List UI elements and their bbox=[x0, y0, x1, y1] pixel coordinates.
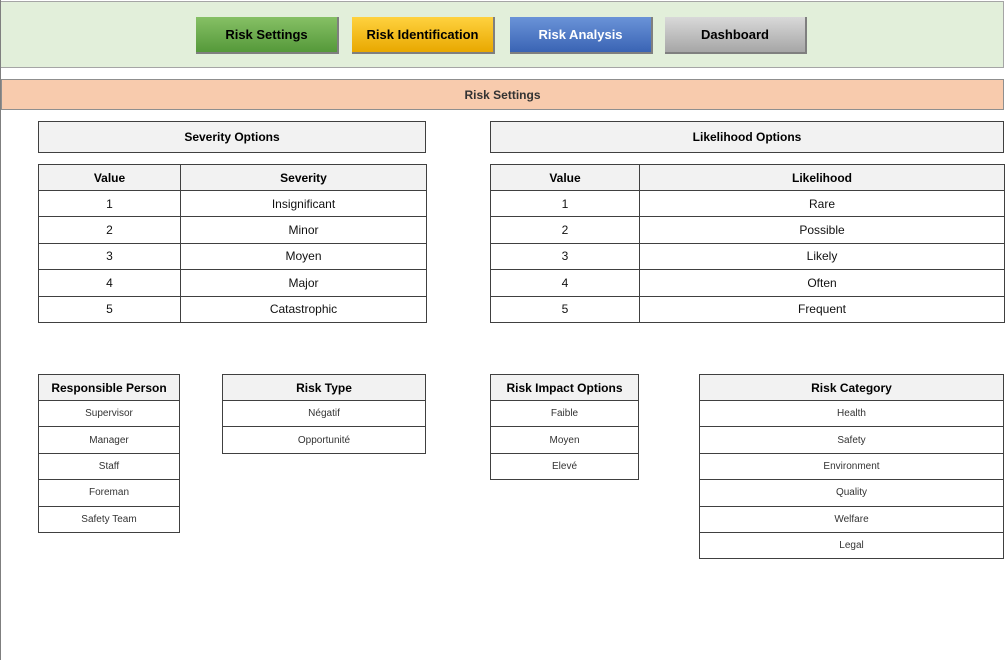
risk-impact-cell[interactable]: Moyen bbox=[491, 427, 639, 453]
likelihood-options-title: Likelihood Options bbox=[490, 121, 1004, 153]
list-item[interactable] bbox=[700, 427, 1004, 453]
list-item[interactable] bbox=[491, 427, 639, 453]
table-row[interactable] bbox=[39, 296, 427, 322]
table-row[interactable] bbox=[39, 243, 427, 269]
severity-options-title: Severity Options bbox=[38, 121, 426, 153]
cell-value[interactable]: 2 bbox=[491, 217, 640, 243]
table-header-row bbox=[491, 165, 1005, 191]
cell-value[interactable]: 1 bbox=[39, 191, 181, 217]
risk-identification-button[interactable]: Risk Identification bbox=[352, 17, 495, 54]
risk-category-header: Risk Category bbox=[700, 375, 1004, 401]
list-item[interactable] bbox=[39, 506, 180, 532]
table-row[interactable] bbox=[491, 217, 1005, 243]
risk-category-cell[interactable]: Legal bbox=[700, 532, 1004, 558]
list-item[interactable] bbox=[700, 506, 1004, 532]
risk-type-table bbox=[222, 374, 426, 454]
risk-analysis-button[interactable]: Risk Analysis bbox=[510, 17, 653, 54]
nav-bar bbox=[1, 1, 1004, 68]
responsible-person-cell[interactable]: Staff bbox=[39, 453, 180, 479]
cell-severity[interactable]: Major bbox=[181, 270, 427, 296]
list-item[interactable] bbox=[223, 401, 426, 427]
table-row[interactable] bbox=[39, 270, 427, 296]
list-item[interactable] bbox=[700, 401, 1004, 427]
column-header: Severity bbox=[181, 165, 427, 191]
list-item[interactable] bbox=[223, 427, 426, 453]
risk-impact-cell[interactable]: Elevé bbox=[491, 453, 639, 479]
table-header-row bbox=[39, 165, 427, 191]
cell-likelihood[interactable]: Possible bbox=[640, 217, 1005, 243]
responsible-person-cell[interactable]: Manager bbox=[39, 427, 180, 453]
list-item[interactable] bbox=[700, 480, 1004, 506]
table-row[interactable] bbox=[39, 191, 427, 217]
list-item[interactable] bbox=[39, 480, 180, 506]
cell-likelihood[interactable]: Frequent bbox=[640, 296, 1005, 322]
cell-severity[interactable]: Minor bbox=[181, 217, 427, 243]
cell-value[interactable]: 3 bbox=[39, 243, 181, 269]
risk-impact-cell[interactable]: Faible bbox=[491, 401, 639, 427]
likelihood-table bbox=[490, 164, 1005, 323]
risk-category-cell[interactable]: Safety bbox=[700, 427, 1004, 453]
cell-severity[interactable]: Moyen bbox=[181, 243, 427, 269]
risk-category-cell[interactable]: Health bbox=[700, 401, 1004, 427]
column-header: Value bbox=[491, 165, 640, 191]
responsible-person-cell[interactable]: Supervisor bbox=[39, 401, 180, 427]
cell-value[interactable]: 3 bbox=[491, 243, 640, 269]
list-item[interactable] bbox=[700, 453, 1004, 479]
table-row[interactable] bbox=[491, 243, 1005, 269]
risk-settings-button[interactable]: Risk Settings bbox=[196, 17, 339, 54]
risk-category-cell[interactable]: Quality bbox=[700, 480, 1004, 506]
severity-table bbox=[38, 164, 427, 323]
cell-value[interactable]: 4 bbox=[39, 270, 181, 296]
risk-category-table bbox=[699, 374, 1004, 559]
risk-impact-header: Risk Impact Options bbox=[491, 375, 639, 401]
cell-value[interactable]: 2 bbox=[39, 217, 181, 243]
cell-severity[interactable]: Catastrophic bbox=[181, 296, 427, 322]
table-row[interactable] bbox=[39, 217, 427, 243]
dashboard-button[interactable]: Dashboard bbox=[665, 17, 807, 54]
table-row[interactable] bbox=[491, 191, 1005, 217]
cell-likelihood[interactable]: Rare bbox=[640, 191, 1005, 217]
table-row[interactable] bbox=[491, 270, 1005, 296]
risk-type-cell[interactable]: Négatif bbox=[223, 401, 426, 427]
cell-value[interactable]: 4 bbox=[491, 270, 640, 296]
cell-value[interactable]: 1 bbox=[491, 191, 640, 217]
responsible-person-cell[interactable]: Foreman bbox=[39, 480, 180, 506]
list-item[interactable] bbox=[39, 427, 180, 453]
risk-impact-table bbox=[490, 374, 639, 480]
list-item[interactable] bbox=[700, 532, 1004, 558]
risk-type-header: Risk Type bbox=[223, 375, 426, 401]
page-title: Risk Settings bbox=[1, 79, 1004, 110]
risk-type-cell[interactable]: Opportunité bbox=[223, 427, 426, 453]
table-row[interactable] bbox=[491, 296, 1005, 322]
cell-severity[interactable]: Insignificant bbox=[181, 191, 427, 217]
list-item[interactable] bbox=[39, 453, 180, 479]
cell-likelihood[interactable]: Likely bbox=[640, 243, 1005, 269]
responsible-person-cell[interactable]: Safety Team bbox=[39, 506, 180, 532]
risk-category-cell[interactable]: Environment bbox=[700, 453, 1004, 479]
cell-value[interactable]: 5 bbox=[39, 296, 181, 322]
cell-value[interactable]: 5 bbox=[491, 296, 640, 322]
cell-likelihood[interactable]: Often bbox=[640, 270, 1005, 296]
column-header: Value bbox=[39, 165, 181, 191]
responsible-person-header: Responsible Person bbox=[39, 375, 180, 401]
list-item[interactable] bbox=[491, 453, 639, 479]
responsible-person-table bbox=[38, 374, 180, 533]
list-item[interactable] bbox=[39, 401, 180, 427]
list-item[interactable] bbox=[491, 401, 639, 427]
column-header: Likelihood bbox=[640, 165, 1005, 191]
risk-category-cell[interactable]: Welfare bbox=[700, 506, 1004, 532]
